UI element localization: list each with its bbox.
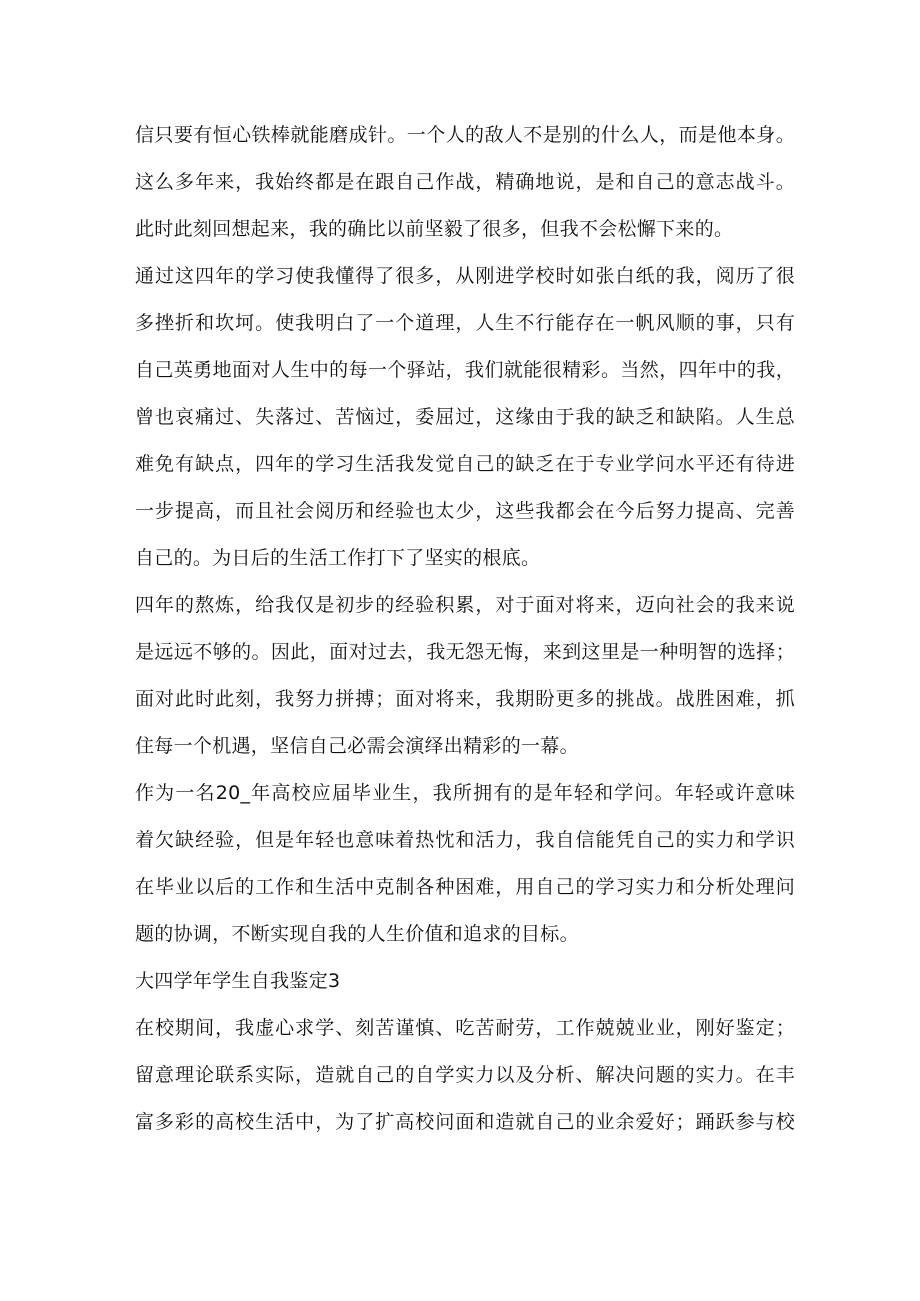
text-line: 曾也哀痛过、失落过、苦恼过，委屈过，这缘由于我的缺乏和缺陷。人生总 — [135, 406, 795, 428]
text-line: 四年的熬炼，给我仅是初步的经验积累，对于面对将来，迈向社会的我来说 — [135, 594, 795, 616]
text-line: 多挫折和坎坷。使我明白了一个道理，人生不行能存在一帆风顺的事，只有 — [135, 312, 795, 334]
text-line: 是远远不够的。因此，面对过去，我无怨无悔，来到这里是一种明智的选择； — [135, 641, 795, 663]
text-line: 大四学年学生自我鉴定3 — [135, 970, 341, 992]
text-line: 这么多年来，我始终都是在跟自己作战，精确地说，是和自己的意志战斗。 — [135, 171, 795, 193]
document-body — [135, 112, 795, 1146]
text-line: 一步提高，而且社会阅历和经验也太少，这些我都会在今后努力提高、完善 — [135, 500, 795, 522]
text-line: 在毕业以后的工作和生活中克制各种困难，用自己的学习实力和分析处理问 — [135, 876, 795, 898]
text-line: 通过这四年的学习使我懂得了很多，从刚进学校时如张白纸的我，阅历了很 — [135, 265, 795, 287]
text-line: 信只要有恒心铁棒就能磨成针。一个人的敌人不是别的什么人，而是他本身。 — [135, 124, 795, 146]
text-line: 自己的。为日后的生活工作打下了坚实的根底。 — [135, 547, 541, 569]
text-line: 面对此时此刻，我努力拼搏；面对将来，我期盼更多的挑战。战胜困难，抓 — [135, 688, 795, 710]
text-line: 留意理论联系实际，造就自己的自学实力以及分析、解决问题的实力。在丰 — [135, 1064, 795, 1086]
text-line: 难免有缺点，四年的学习生活我发觉自己的缺乏在于专业学问水平还有待进 — [135, 453, 795, 475]
text-line: 题的协调，不断实现自我的人生价值和追求的目标。 — [135, 923, 579, 945]
text-line: 自己英勇地面对人生中的每一个驿站，我们就能很精彩。当然，四年中的我， — [135, 359, 795, 381]
text-line: 此时此刻回想起来，我的确比以前坚毅了很多，但我不会松懈下来的。 — [135, 218, 734, 240]
text-line: 富多彩的高校生活中，为了扩高校问面和造就自己的业余爱好；踊跃参与校 — [135, 1111, 795, 1133]
text-line: 住每一个机遇，坚信自己必需会演绎出精彩的一幕。 — [135, 735, 579, 757]
text-line: 在校期间，我虚心求学、刻苦谨慎、吃苦耐劳，工作兢兢业业，刚好鉴定； — [135, 1017, 795, 1039]
text-line: 作为一名20_年高校应届毕业生，我所拥有的是年轻和学问。年轻或许意味 — [135, 782, 795, 804]
text-line: 着欠缺经验，但是年轻也意味着热忱和活力，我自信能凭自己的实力和学识 — [135, 829, 795, 851]
